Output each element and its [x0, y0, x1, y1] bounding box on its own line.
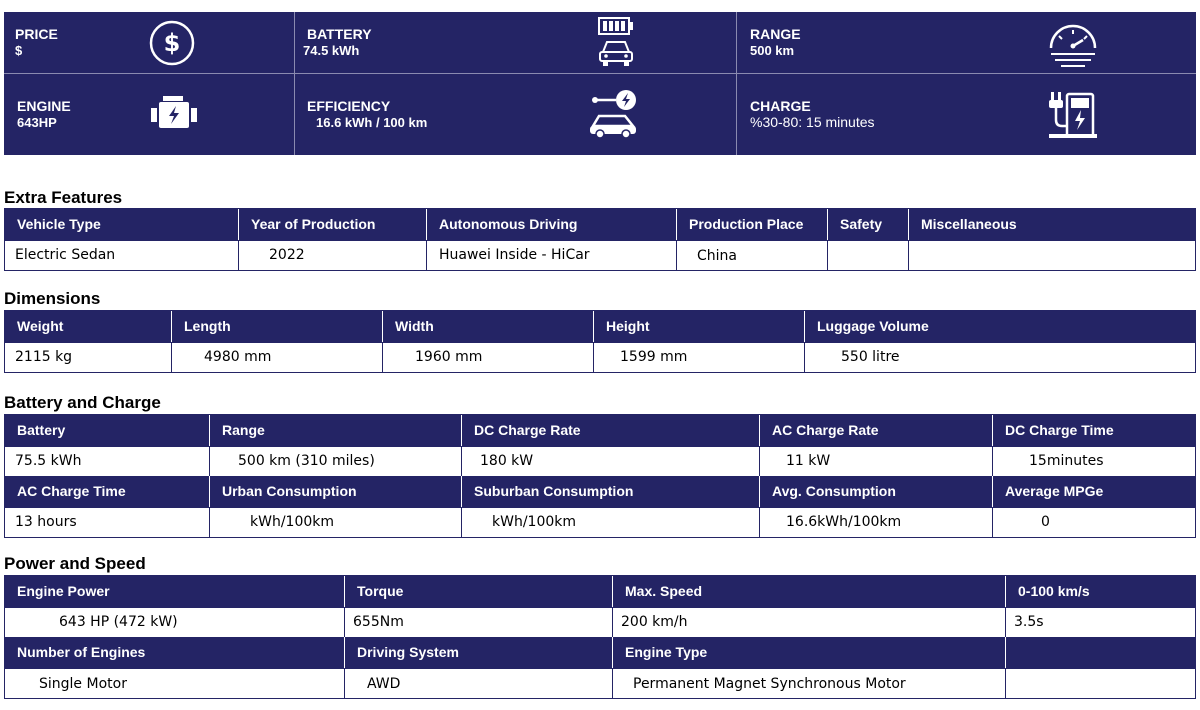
table-header-cell: Battery [5, 415, 209, 446]
table-cell: 500 km (310 miles) [209, 447, 461, 476]
table-header-cell: Luggage Volume [804, 311, 1195, 342]
car-battery-icon [595, 16, 637, 68]
stat-value: 16.6 kWh / 100 km [316, 115, 428, 130]
stat-label: BATTERY [307, 26, 372, 42]
stat-efficiency [295, 74, 736, 155]
table-cell: 655Nm [344, 608, 612, 637]
stat-value: 500 km [750, 43, 795, 58]
table-cell [908, 241, 1195, 270]
table-header-cell: Height [593, 311, 804, 342]
table-header-cell: Length [171, 311, 382, 342]
table-row [5, 446, 1195, 476]
table-row [5, 607, 1195, 637]
table-header-cell: Avg. Consumption [759, 476, 992, 507]
charging-station-icon [1047, 90, 1097, 140]
table-cell: Permanent Magnet Synchronous Motor [612, 669, 1005, 698]
engine-icon [149, 94, 199, 134]
stat-label: EFFICIENCY [307, 98, 391, 114]
power-speed-table [4, 575, 1196, 699]
stat-price [4, 12, 294, 73]
table-cell: 13 hours [5, 508, 209, 537]
table-cell: 0 [992, 508, 1195, 537]
table-header-cell: Number of Engines [5, 637, 344, 668]
table-header-cell: Autonomous Driving [426, 209, 676, 240]
table-cell: 550 litre [804, 343, 1195, 372]
table-cell: 643 HP (472 kW) [5, 608, 344, 637]
table-cell: 11 kW [759, 447, 992, 476]
section-title-power-speed: Power and Speed [4, 554, 146, 573]
table-header-cell: Safety [827, 209, 908, 240]
table-cell: kWh/100km [461, 508, 759, 537]
table-header-cell: Urban Consumption [209, 476, 461, 507]
table-cell [827, 241, 908, 270]
table-cell: AWD [344, 669, 612, 698]
table-cell: 2022 [238, 241, 426, 270]
stat-label: ENGINE [17, 98, 71, 114]
table-row [5, 668, 1195, 698]
stat-value: 74.5 kWh [303, 43, 360, 58]
table-cell: 200 km/h [612, 608, 1005, 637]
extra-features-table [4, 208, 1196, 271]
stat-label: CHARGE [750, 98, 811, 114]
stat-label: PRICE [15, 26, 58, 42]
table-header-cell: DC Charge Time [992, 415, 1195, 446]
table-cell: kWh/100km [209, 508, 461, 537]
table-cell: 15minutes [992, 447, 1195, 476]
table-header-cell: Average MPGe [992, 476, 1195, 507]
table-header-cell: Torque [344, 576, 612, 607]
table-cell: 4980 mm [171, 343, 382, 372]
table-header-cell: Driving System [344, 637, 612, 668]
table-header-cell [1005, 637, 1195, 668]
svg-text:$: $ [163, 29, 181, 57]
stat-charge [737, 74, 1196, 155]
table-header-cell: Weight [5, 311, 171, 342]
table-cell: 75.5 kWh [5, 447, 209, 476]
table-header-row [5, 415, 1195, 446]
stat-value: 643HP [17, 115, 57, 130]
table-cell: 180 kW [461, 447, 759, 476]
table-header-cell: AC Charge Time [5, 476, 209, 507]
table-header-row [5, 311, 1195, 342]
table-header-cell: AC Charge Rate [759, 415, 992, 446]
table-cell: Single Motor [5, 669, 344, 698]
section-title-dimensions: Dimensions [4, 289, 101, 308]
table-header-cell: Miscellaneous [908, 209, 1195, 240]
stat-engine [4, 74, 294, 155]
table-header-cell: Engine Type [612, 637, 1005, 668]
table-header-row [5, 576, 1195, 607]
table-cell: 16.6kWh/100km [759, 508, 992, 537]
table-header-cell: Max. Speed [612, 576, 1005, 607]
table-cell: Electric Sedan [5, 241, 238, 270]
electric-car-icon [587, 88, 639, 140]
battery-charge-table [4, 414, 1196, 538]
table-cell: 3.5s [1005, 608, 1195, 637]
speedometer-icon [1047, 18, 1099, 68]
table-header-cell: Vehicle Type [5, 209, 238, 240]
table-header-cell: DC Charge Rate [461, 415, 759, 446]
table-header-row [5, 209, 1195, 240]
table-cell [1005, 669, 1195, 698]
dollar-circle-icon [147, 18, 197, 68]
table-cell: China [676, 241, 827, 270]
stat-range [737, 12, 1196, 73]
table-header-cell: 0-100 km/s [1005, 576, 1195, 607]
table-cell: 1599 mm [593, 343, 804, 372]
table-header-cell: Production Place [676, 209, 827, 240]
table-header-cell: Engine Power [5, 576, 344, 607]
table-cell: 1960 mm [382, 343, 593, 372]
table-header-cell: Range [209, 415, 461, 446]
table-header-row [5, 476, 1195, 507]
dimensions-table [4, 310, 1196, 373]
section-title-extra-features: Extra Features [4, 188, 123, 207]
section-title-battery-charge: Battery and Charge [4, 393, 161, 412]
table-header-row [5, 637, 1195, 668]
stat-value: %30-80: 15 minutes [750, 114, 875, 130]
stat-battery [295, 12, 736, 73]
stat-label: RANGE [750, 26, 801, 42]
stat-value: $ [15, 43, 23, 58]
table-header-cell: Width [382, 311, 593, 342]
table-cell: Huawei Inside - HiCar [426, 241, 676, 270]
table-header-cell: Year of Production [238, 209, 426, 240]
table-row [5, 240, 1195, 270]
table-cell: 2115 kg [5, 343, 171, 372]
table-row [5, 342, 1195, 372]
table-row [5, 507, 1195, 537]
table-header-cell: Suburban Consumption [461, 476, 759, 507]
